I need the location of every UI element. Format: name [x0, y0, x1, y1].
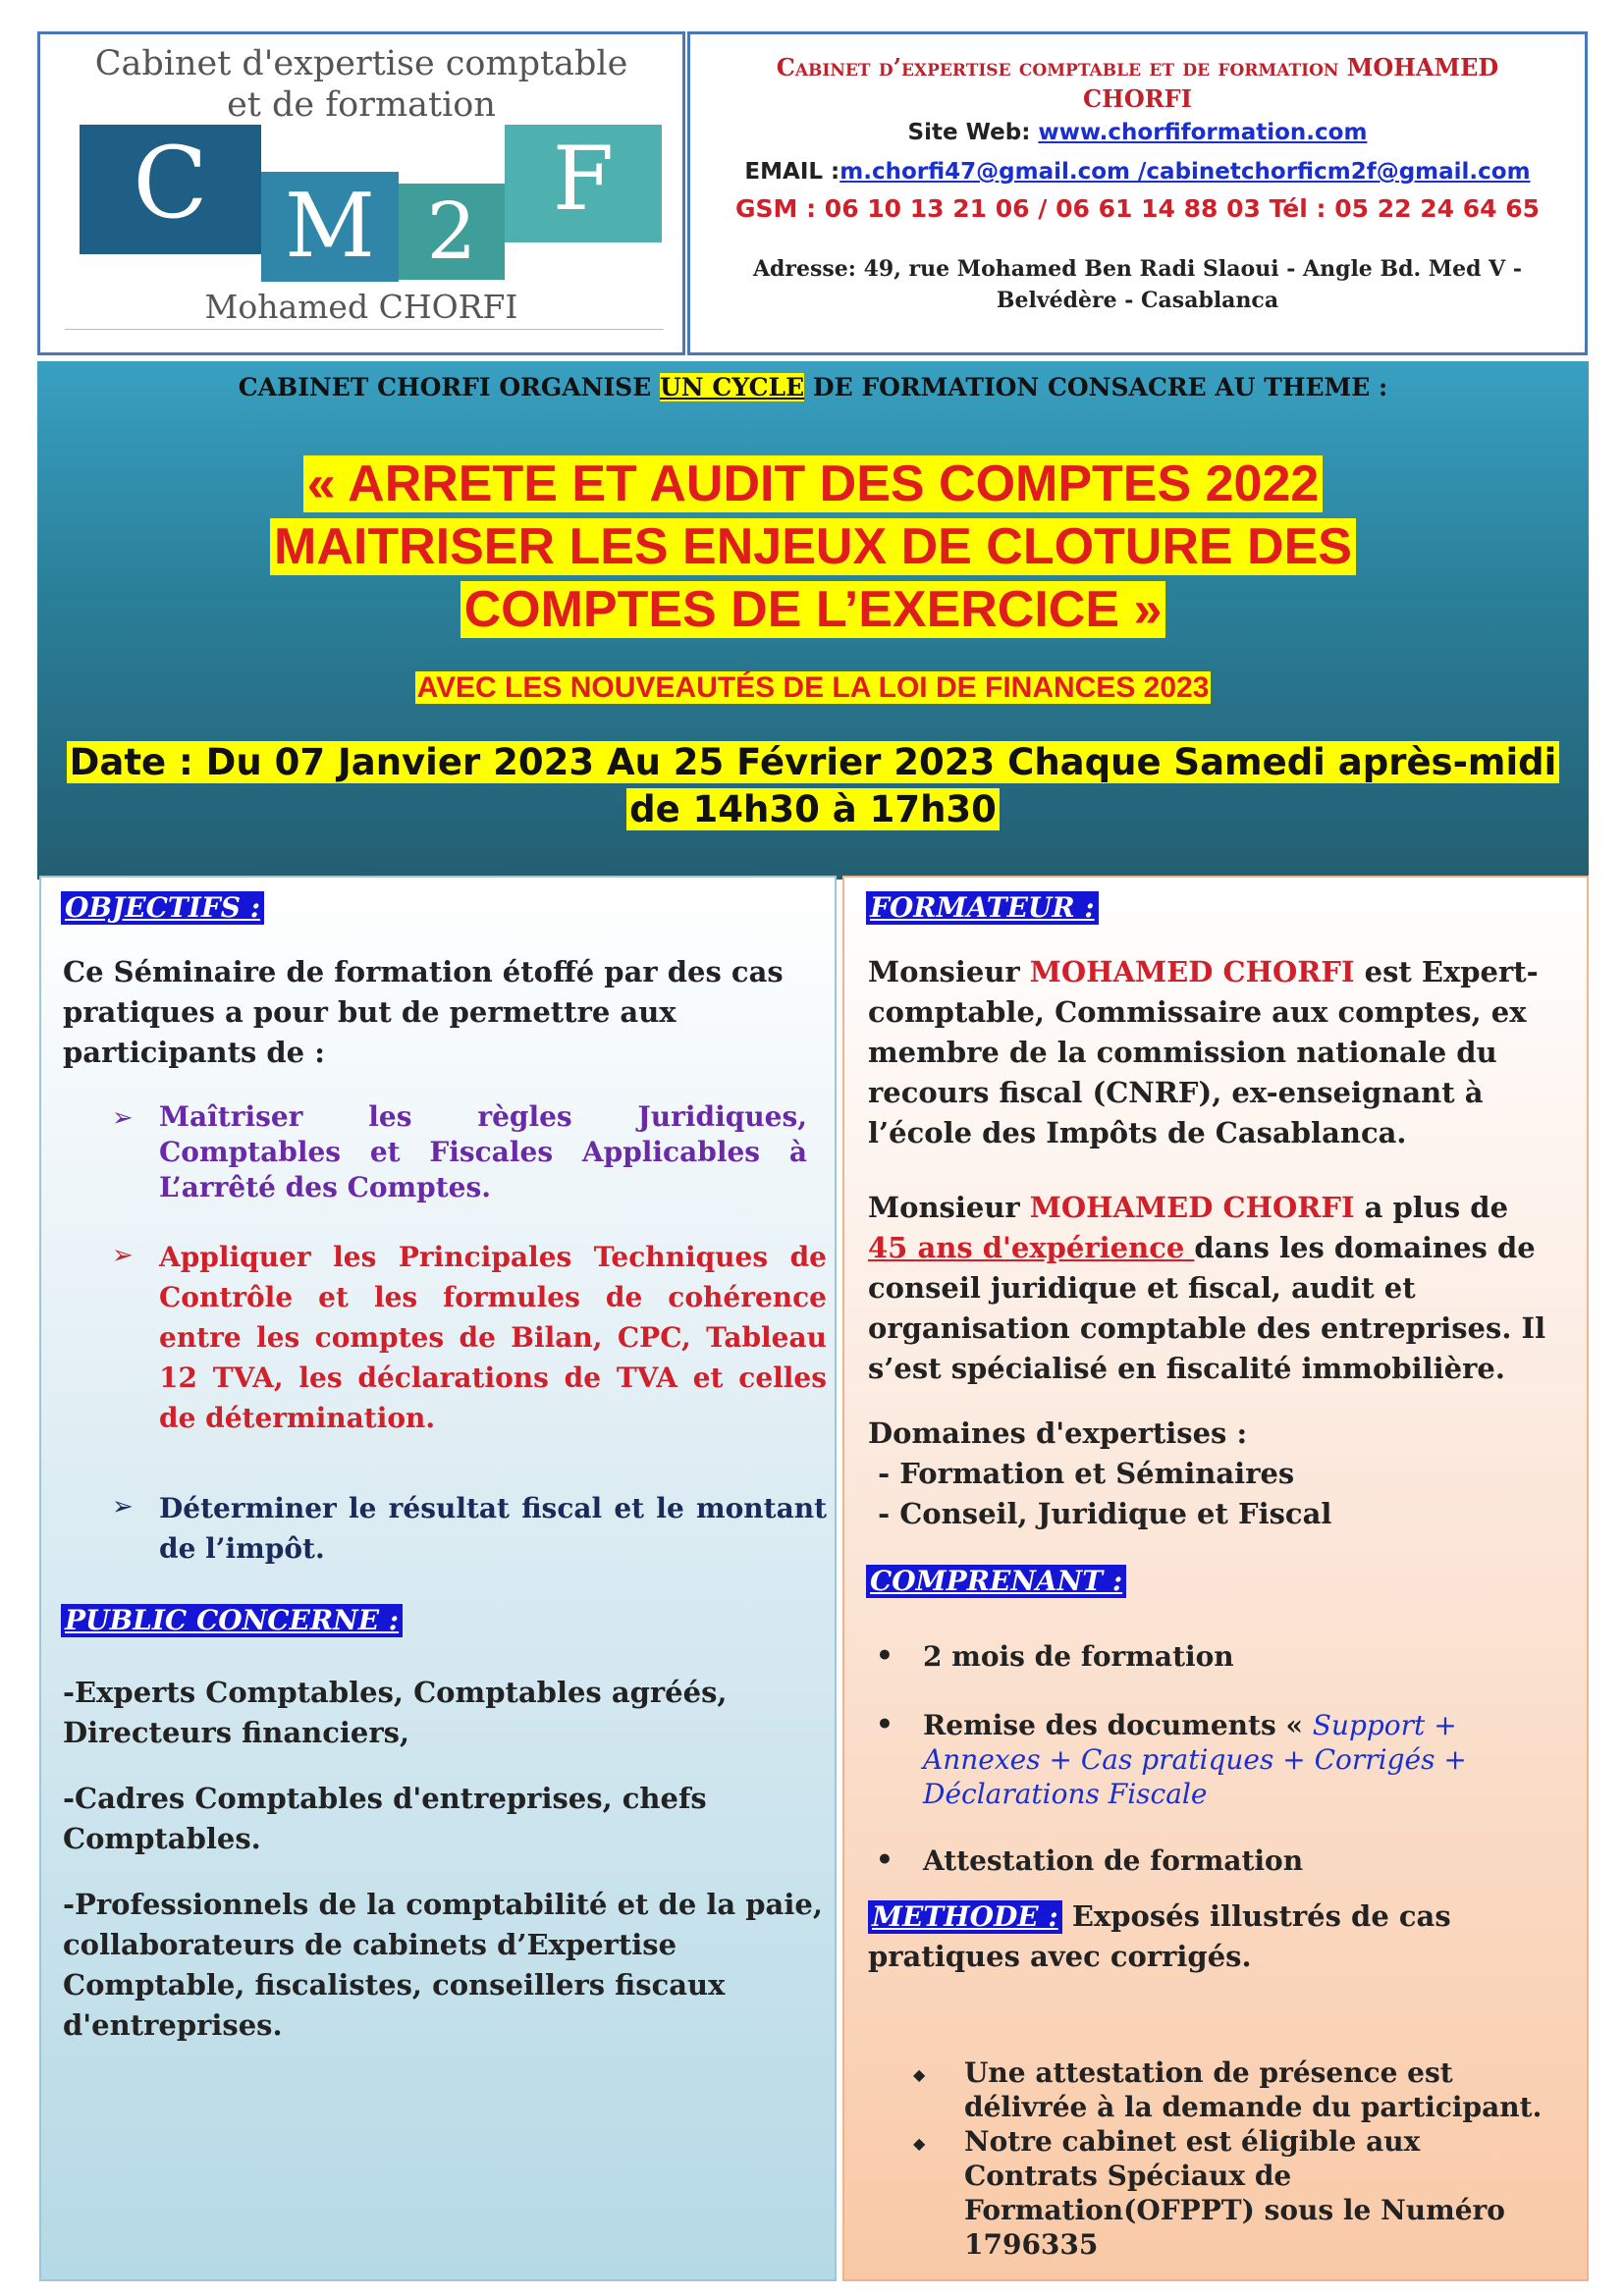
- title-line-1: « ARRETE ET AUDIT DES COMPTES 2022: [37, 454, 1589, 514]
- public-1-line-2: Directeurs financiers,: [63, 1716, 410, 1749]
- bullet-arrow-icon: ➢: [112, 1103, 134, 1133]
- public-3-line-4: d'entreprises.: [63, 2008, 283, 2042]
- logo-title-line2: et de formation: [227, 85, 496, 125]
- public-3-line-3: Comptable, fiscalistes, conseillers fiscaux: [63, 1968, 726, 2002]
- comprenant-item-2: Remise des documents « Support + Annexes + Cas pratiques + Corrigés + Déclarations Fiscale: [923, 1709, 1467, 1810]
- domaine-item-1: - Formation et Séminaires: [868, 1457, 1295, 1490]
- logo-tile-c: C: [80, 125, 261, 254]
- logo-name: Mohamed CHORFI: [204, 288, 518, 326]
- left-column: [39, 876, 837, 2281]
- public-label: PUBLIC CONCERNE :: [61, 1604, 403, 1637]
- title-banner: [37, 361, 1589, 880]
- address-line1: Adresse: 49, rue Mohamed Ben Radi Slaoui - Angle Bd. Med V -: [752, 256, 1523, 282]
- site-link[interactable]: www.chorfiformation.com: [1038, 120, 1368, 145]
- methode-label: METHODE :: [868, 1900, 1062, 1934]
- trainer-name: MOHAMED CHORFI: [1029, 955, 1355, 988]
- public-3-line-2: collaborateurs de cabinets d’Expertise: [63, 1928, 677, 1961]
- experience-years: 45 ans d'expérience: [868, 1231, 1195, 1264]
- documents-list: Support + Annexes + Cas pratiques + Corrigés + Déclarations Fiscale: [923, 1709, 1467, 1810]
- email-line: [700, 154, 1575, 189]
- bullet-dot-icon: •: [876, 1708, 893, 1740]
- domaines-title: Domaines d'expertises :: [868, 1416, 1248, 1450]
- email-link-2[interactable]: /cabinetchorficm2f@gmail.com: [1130, 159, 1531, 185]
- methode-paragraph: METHODE : Exposés illustrés de cas pratiques avec corrigés.: [868, 1899, 1451, 1973]
- comprenant-item-1: 2 mois de formation: [923, 1640, 1234, 1673]
- public-2-line-1: -Cadres Comptables d'entreprises, chefs: [63, 1782, 707, 1815]
- intro-line-3: participants de :: [63, 1036, 325, 1069]
- public-3-line-1: -Professionnels de la comptabilité et de la paie,: [63, 1888, 823, 1921]
- bullet-arrow-icon: ➢: [112, 1492, 134, 1522]
- contact-box: [687, 31, 1588, 355]
- domaine-item-2: - Conseil, Juridique et Fiscal: [868, 1497, 1332, 1530]
- date-line-1: Date : Du 07 Janvier 2023 Au 25 Février 2023 Chaque Samedi après-midi: [37, 740, 1589, 785]
- intro-line-2: pratiques a pour but de permettre aux: [63, 995, 677, 1029]
- organise-line: [37, 373, 1589, 401]
- right-column: [842, 876, 1589, 2281]
- bullet-arrow-icon: ➢: [112, 1241, 134, 1270]
- comprenant-item-3: Attestation de formation: [923, 1844, 1304, 1877]
- objectif-2: Appliquer les Principales Techniques de Contrôle et les formules de cohérence entre les comptes de Bilan, CPC, Tableau 12 TVA, les déclarations de TVA et celles de détermination.: [159, 1241, 827, 1434]
- gsm-line: GSM : 06 10 13 21 06 / 06 61 14 88 03 Tél : 05 22 24 64 65: [734, 194, 1540, 223]
- organise-text-a: CABINET CHORFI ORGANISE: [238, 373, 660, 401]
- logo-tile-2: 2: [399, 184, 505, 280]
- public-1-line-1: -Experts Comptables, Comptables agréés,: [63, 1676, 728, 1709]
- address-line2: Belvédère - Casablanca: [996, 288, 1279, 313]
- organise-text-c: DE FORMATION CONSACRE AU THEME :: [804, 373, 1388, 401]
- title-line-3: COMPTES DE L’EXERCICE »: [37, 579, 1589, 640]
- site-line: [700, 115, 1575, 150]
- diamond-icon: ◆: [913, 2134, 926, 2153]
- trainer-name: MOHAMED CHORFI: [1029, 1191, 1355, 1224]
- comprenant-label: COMPRENANT :: [866, 1565, 1126, 1598]
- contact-title-line1: Cabinet d’expertise comptable et de formation MOHAMED: [776, 53, 1499, 81]
- email-label: EMAIL :: [744, 159, 840, 185]
- contact-title-line2: CHORFI: [1083, 84, 1192, 113]
- email-link-1[interactable]: m.chorfi47@gmail.com: [839, 159, 1131, 185]
- intro-line-1: Ce Séminaire de formation étoffé par des cas: [63, 955, 784, 988]
- note-1: Une attestation de présence est délivrée à la demande du participant.: [964, 2056, 1543, 2123]
- date-line-2: de 14h30 à 17h30: [37, 787, 1589, 832]
- objectif-3: Déterminer le résultat fiscal et le montant de l’impôt.: [159, 1492, 827, 1565]
- logo-underline: [65, 329, 664, 330]
- formateur-label: FORMATEUR :: [866, 891, 1099, 925]
- logo-tile-m: M: [261, 172, 399, 282]
- formateur-paragraph-1: Monsieur MOHAMED CHORFI est Expert-comptable, Commissaire aux comptes, ex membre de la commission nationale du recours fiscal (CNRF), ex-enseignant à l’école des Impôts de Casablanca.: [868, 955, 1539, 1149]
- note-2: Notre cabinet est éligible aux Contrats Spéciaux de Formation(OFPPT) sous le Numéro 1796335: [964, 2125, 1505, 2261]
- bullet-dot-icon: •: [876, 1639, 893, 1672]
- logo-box: [37, 31, 685, 355]
- site-label: Site Web:: [907, 120, 1039, 145]
- objectifs-label: OBJECTIFS :: [61, 891, 264, 925]
- title-line-2: MAITRISER LES ENJEUX DE CLOTURE DES: [37, 516, 1589, 577]
- subtitle: AVEC LES NOUVEAUTÉS DE LA LOI DE FINANCES 2023: [416, 671, 1210, 704]
- organise-highlight: UN CYCLE: [659, 373, 805, 401]
- diamond-icon: ◆: [913, 2065, 926, 2084]
- logo-tile-f: F: [505, 125, 662, 242]
- objectif-1: Maîtriser les règles Juridiques, Comptables et Fiscales Applicables à L’arrêté des Comptes.: [159, 1100, 807, 1203]
- logo-title-line1: Cabinet d'expertise comptable: [94, 44, 628, 83]
- bullet-dot-icon: •: [876, 1843, 893, 1876]
- public-2-line-2: Comptables.: [63, 1822, 261, 1855]
- formateur-paragraph-2: Monsieur MOHAMED CHORFI a plus de 45 ans d'expérience dans les domaines de conseil juridique et fiscal, audit et organisation comptable des entreprises. Il s’est spécialisé en fiscalité immobilière.: [868, 1191, 1546, 1385]
